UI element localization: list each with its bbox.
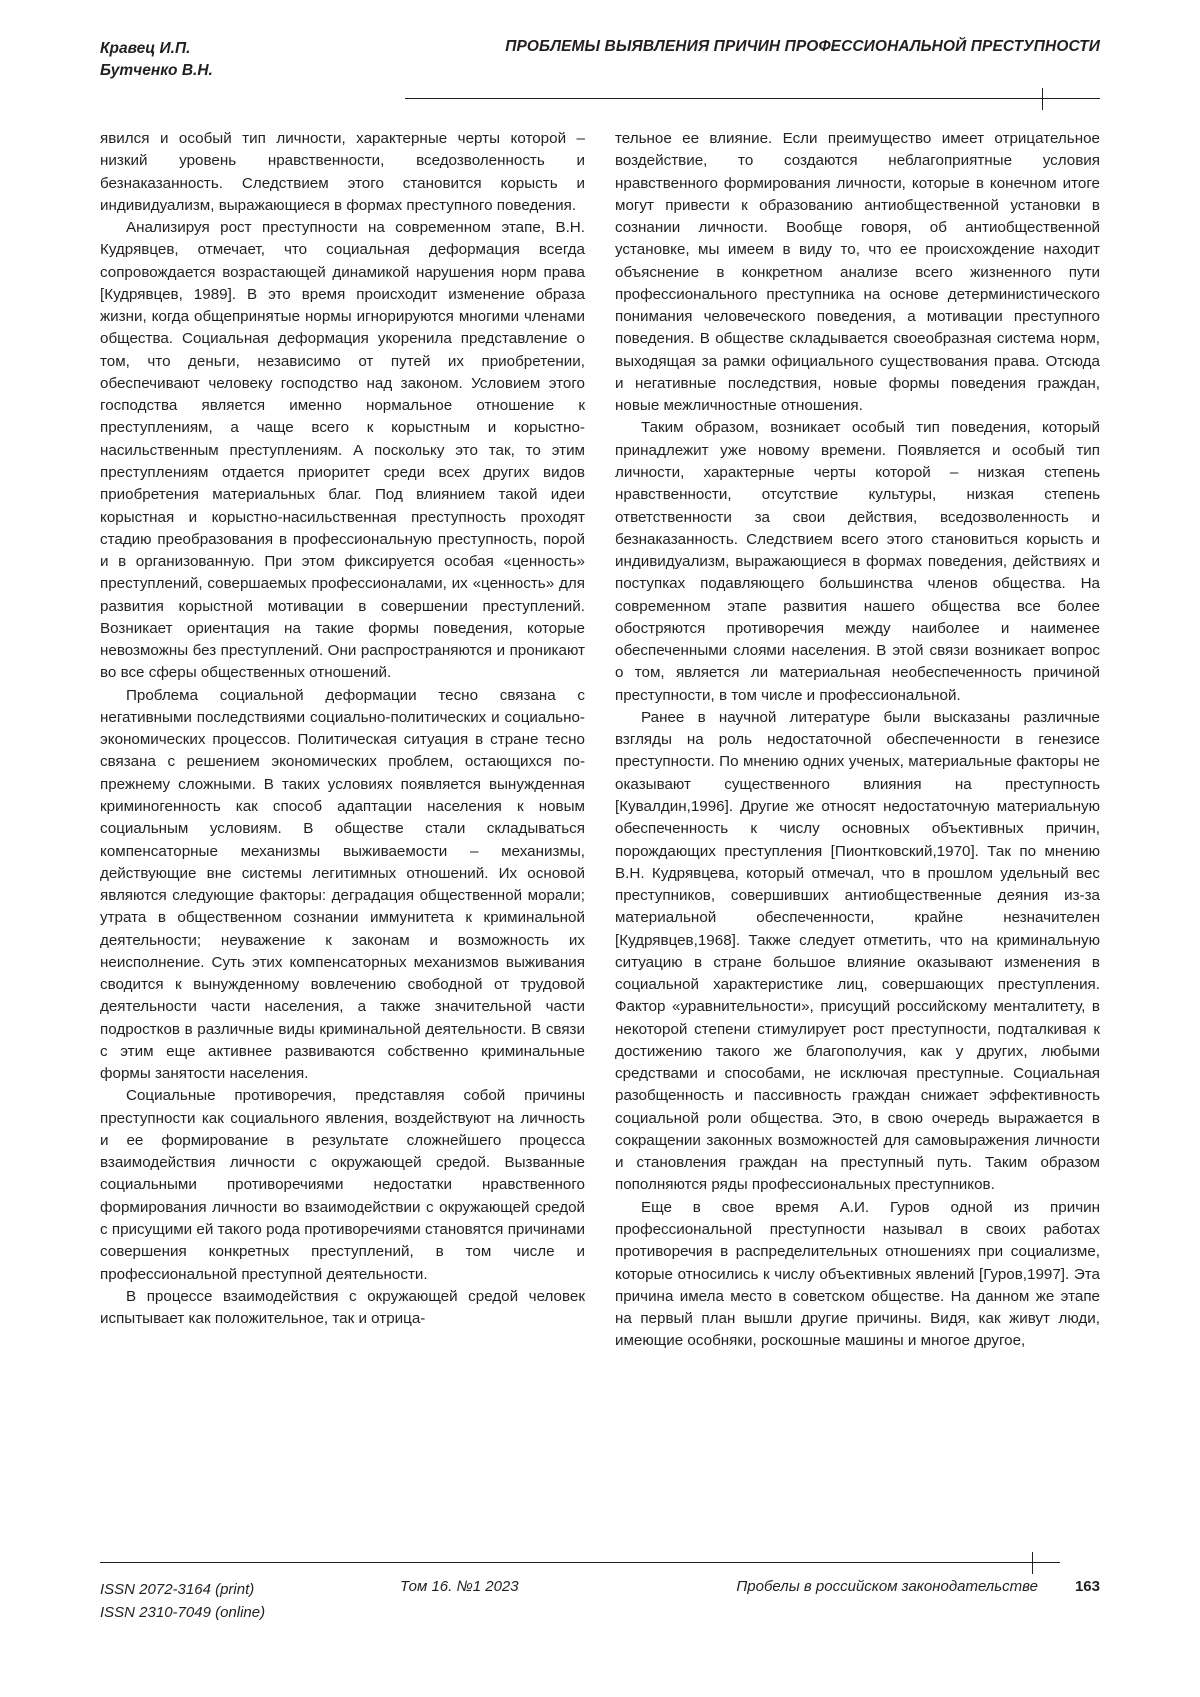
right-column: [615, 128, 1100, 1353]
footer-volume: Том 16. №1 2023: [400, 1578, 519, 1595]
paragraph: Анализируя рост преступности на современном этапе, В.Н. Кудрявцев, отмечает, что социальная деформация всегда сопровождается возрастающей динамикой нарушения норм права [Кудрявцев, 1989]. В это время происходит изменение образа жизни, когда общепринятые нормы игнорируются многими членами общества. Социальная деформация укоренила представление о том, что деньги, независимо от путей их приобретении, обеспечивают человеку господство над законом. Условием этого господства является именно нормальное отношение к преступлениям, а чаще всего к корыстным и корыстно-насильственным преступлениям. А поскольку это так, то этим преступлениям отдается приоритет среди всех других видов приобретения материальных благ. Под влиянием такой идеи корыстная и корыстно-насильственная преступность проходят стадию преобразования в профессиональную преступность, порой и в организованную. При этом фиксируется особая «ценность» преступлений, совершаемых профессионалами, их «ценность» для развития корыстной мотивации в совершении преступлений. Возникает ориентация на такие формы поведения, которые невозможны без преступлений. Они распространяются и проникают во все сферы общественных отношений.: [100, 219, 585, 682]
paragraph: Социальные противоречия, представляя собой причины преступности как социального явления, воздействуют на личность и ее формирование в результате сложнейшего процесса взаимодействия личности с окружающей средой. Вызванные социальными противоречиями недостатки нравственного формирования личности во взаимодействии с окружающей средой с присущими ей такого рода противоречиями становятся причинами совершения конкретных преступлений, в том числе и профессиональной преступной деятельности.: [100, 1087, 585, 1283]
paragraph: Таким образом, возникает особый тип поведения, который принадлежит уже новому времени. Появляется и особый тип личности, характерные черты которой – низкая степень нравственности, отсутствие культуры, низкая степень ответственности за свои действия, вседозволенность и безнаказанность. Следствием всего этого становиться корысть и индивидуализм, выражающиеся в формах поведения, действиях и поступках подавляющего большинства членов общества. На современном этапе развития нашего общества все более обостряются противоречия между наиболее и наименее обеспеченными слоями населения. В этой связи возникает вопрос о том, является ли материальная необеспеченность причиной преступности, в том числе и профессиональной.: [615, 419, 1100, 704]
header-running-title: ПРОБЛЕМЫ ВЫЯВЛЕНИЯ ПРИЧИН ПРОФЕССИОНАЛЬНОЙ ПРЕСТУПНОСТИ: [505, 38, 1100, 55]
header-authors: Кравец И.П. Бутченко В.Н.: [100, 40, 213, 80]
header-side-mark: [1042, 88, 1043, 110]
page-header: [100, 38, 1100, 83]
paragraph: Проблема социальной деформации тесно связана с негативными последствиями социально-политических и социально-экономических процессов. Политическая ситуация в стране тесно связана с решением экономических проблем, остающихся по-прежнему сложными. В таких условиях появляется вынужденная криминогенность как способ адаптации населения к новым социальным условиям. В обществе стали складываться компенсаторные механизмы выживаемости – механизмы, действующие вне системы легитимных отношений. Их основой являются следующие факторы: деградация общественной морали; утрата в общественном сознании иммунитета к криминальной деятельности; неуважение к законам и возможность их неисполнение. Суть этих компенсаторных механизмов выживания сводится к вынужденному вовлечению свободной от трудовой деятельности части населения, а также значительной части подростков в различные виды криминальной деятельности. В связи с этим еще активнее развиваются собственно криминальные формы занятости населения.: [100, 686, 585, 1083]
header-divider: [405, 98, 1100, 99]
paragraph: тельное ее влияние. Если преимущество имеет отрицательное воздействие, то создаются неблагоприятные условия нравственного формирования личности, которые в конечном итоге могут привести к образованию антиобщественной установки в сознании личности. Вообще говоря, об антиобщественной установке, мы имеем в виду то, что ее происхождение находит объяснение в конкретном анализе всего жизненного пути профессионального преступника на основе детерминистического понимания человеческого поведения, а мотивации преступного поведения. В обществе складывается своеобразная система норм, выходящая за рамки официального существования права. Отсюда и негативные последствия, новые формы поведения граждан, новые межличностные отношения.: [615, 130, 1100, 415]
footer-divider: [100, 1562, 1060, 1563]
page-footer: [100, 1578, 1100, 1625]
footer-side-mark: [1032, 1552, 1033, 1574]
page-number: 163: [1074, 1578, 1100, 1595]
body-columns: [100, 128, 1100, 1353]
paragraph: Еще в свое время А.И. Гуров одной из причин профессиональной преступности называл в своих работах противоречия в распределительных отношениях при социализме, которые относились к числу объективных явлений [Гуров,1997]. Эта причина имела место в советском обществе. На данном же этапе на первый план вышли другие причины. Видя, как живут люди, имеющие особняки, роскошные машины и многое другое,: [615, 1198, 1100, 1350]
footer-issn: ISSN 2072-3164 (print) ISSN 2310-7049 (online): [100, 1581, 266, 1622]
paragraph: Ранее в научной литературе были высказаны различные взгляды на роль недостаточной обеспеченности в генезисе преступности. По мнению одних ученых, материальные факторы не оказывают существенного влияния на преступность [Кувалдин,1996]. Другие же относят недостаточную материальную обеспеченность к числу основных объективных причин, порождающих преступления [Пионтковский,1970]. Так по мнению В.Н. Кудрявцева, который отмечал, что в прошлом удельный вес преступников, совершивших антиобщественные деяния из-за материальной обеспеченности, крайне незначителен [Кудрявцев,1968]. Также следует отметить, что на криминальную ситуацию в стране большое влияние оказывают изменения в социальной характеристике лиц, совершающих преступления. Фактор «уравнительности», присущий российскому менталитету, в некоторой степени стимулирует рост преступности, подталкивая к достижению такого же благополучия, как у других, любыми средствами и способами, не исключая преступные. Социальная разобщенность и пассивность граждан снижает эффективность социальной роли общества. Это, в свою очередь выражается в сокращении законных возможностей для самовыражения личности и становления граждан на преступный путь. Таким образом пополняются ряды профессиональных преступников.: [615, 708, 1100, 1194]
left-column: [100, 128, 585, 1353]
paragraph: явился и особый тип личности, характерные черты которой – низкий уровень нравственности, вседозволенность и безнаказанность. Следствием этого становится корысть и индивидуализм, выражающиеся в формах преступного поведения.: [100, 130, 585, 214]
paragraph: В процессе взаимодействия с окружающей средой человек испытывает как положительное, так и отрица-: [100, 1287, 585, 1328]
footer-journal-name: Пробелы в российском законодательстве: [736, 1578, 1038, 1595]
